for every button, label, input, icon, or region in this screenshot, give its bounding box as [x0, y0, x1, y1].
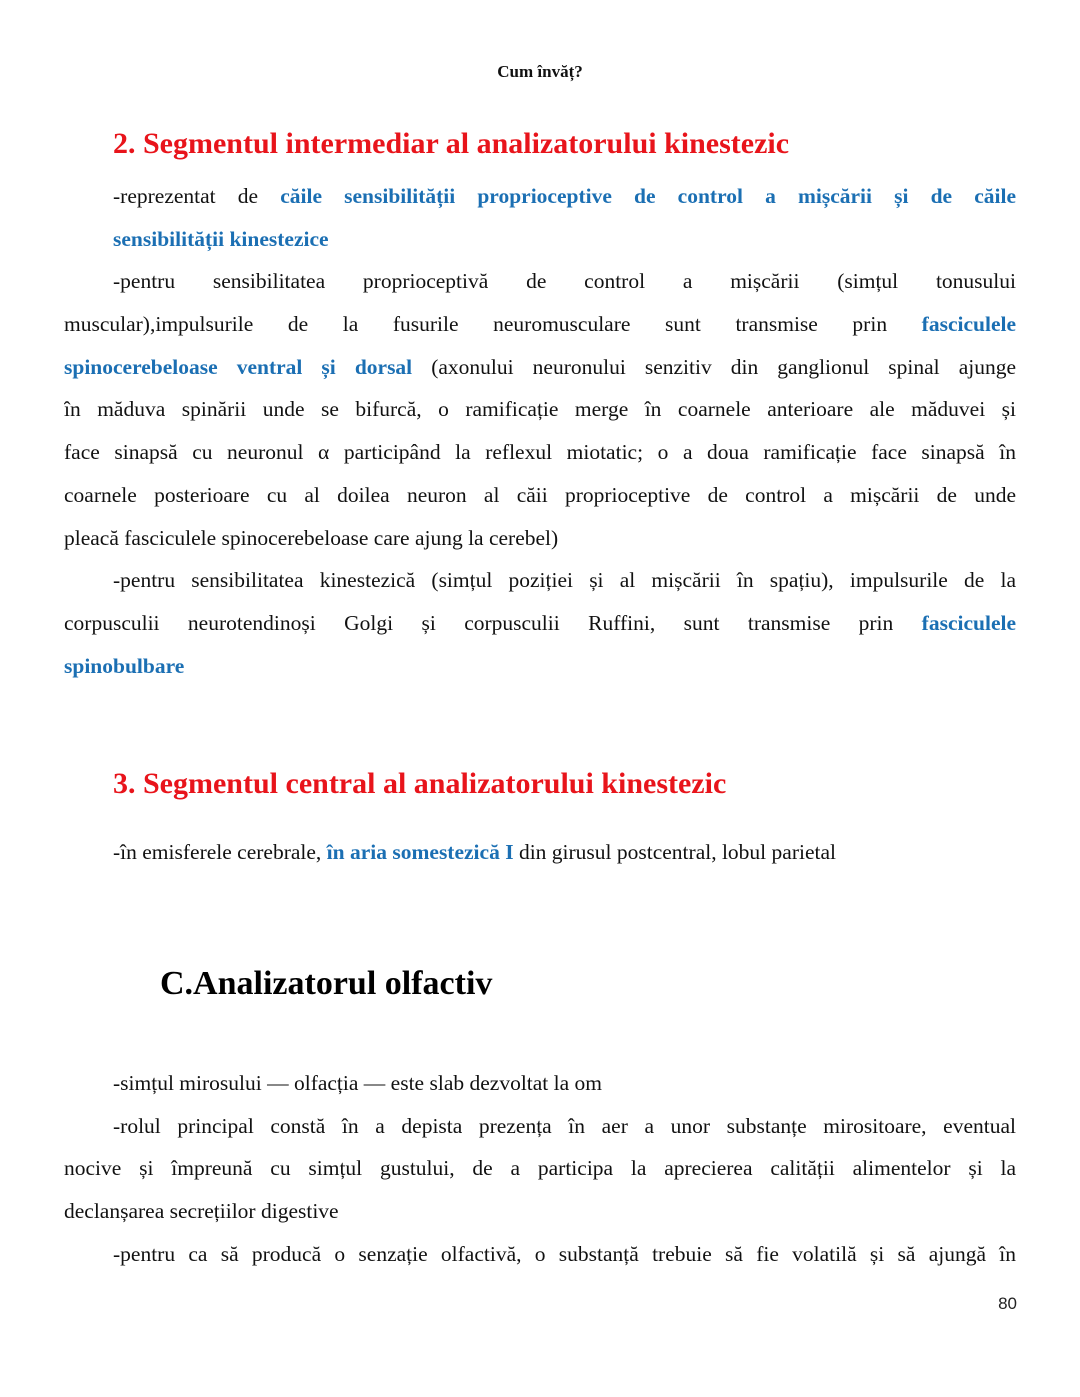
text-segment: -în emisferele cerebrale,	[113, 840, 327, 864]
text-line	[64, 175, 1016, 218]
text-line	[64, 645, 1016, 688]
paragraph-block-olfactory	[64, 1062, 1016, 1275]
text-line	[64, 1233, 1016, 1276]
highlighted-term: fasciculele	[921, 312, 1016, 337]
text-segment: din girusul postcentral, lobul parietal	[513, 840, 836, 864]
section-heading-intermediate-segment: 2. Segmentul intermediar al analizatorului kinestezic	[113, 127, 790, 160]
text-line	[64, 602, 1016, 645]
text-segment: -simțul mirosului — olfacția — este slab dezvoltat la om	[113, 1071, 603, 1095]
text-segment: (axonului neuronului senzitiv din ganglionul spinal ajunge	[412, 354, 1016, 379]
text-line	[64, 388, 1016, 431]
text-segment: în măduva spinării unde se bifurcă, o ramificație merge în coarnele anterioare ale măduvei și	[64, 397, 1016, 422]
text-line	[64, 1105, 1016, 1148]
page-number: 80	[998, 1294, 1017, 1313]
paragraph-block-central	[64, 831, 1016, 874]
text-line	[64, 1147, 1016, 1190]
text-segment: -pentru sensibilitatea kinestezică (simțul poziției și al mișcării în spațiu), impulsurile de la	[113, 568, 1016, 593]
text-line	[64, 474, 1016, 517]
paragraph-block-intermediate	[64, 175, 1016, 687]
highlighted-term: în aria somestezică I	[326, 840, 514, 864]
text-segment: coarnele posterioare cu al doilea neuron al căii proprioceptive de control a mișcării de unde	[64, 482, 1016, 507]
text-segment: -pentru ca să producă o senzație olfactivă, o substanță trebuie să fie volatilă și să ajungă în	[113, 1241, 1016, 1266]
text-segment: pleacă fasciculele spinocerebeloase care ajung la cerebel)	[64, 525, 559, 550]
text-line	[64, 1190, 1016, 1233]
running-header: Cum învăț?	[497, 62, 583, 81]
text-segment: declanșarea secrețiilor digestive	[64, 1199, 339, 1224]
text-line	[64, 1062, 1016, 1105]
text-line	[64, 431, 1016, 474]
highlighted-term: căile sensibilității proprioceptive de control a mișcării și de căile	[280, 184, 1016, 208]
text-segment: -rolul principal constă în a depista prezența în aer a unor substanțe mirositoare, eventual	[113, 1113, 1016, 1138]
text-segment: nocive și împreună cu simțul gustului, de a participa la aprecierea calității alimentelor și la	[64, 1156, 1016, 1181]
highlighted-term: spinobulbare	[64, 653, 185, 678]
text-line	[64, 517, 1016, 560]
highlighted-term: fasciculele	[921, 610, 1016, 635]
text-line	[64, 303, 1016, 346]
text-line	[64, 831, 1016, 874]
text-segment: corpusculii neurotendinoși Golgi și corpusculii Ruffini, sunt transmise prin	[64, 610, 922, 635]
text-line	[64, 559, 1016, 602]
text-line	[64, 346, 1016, 389]
chapter-heading-olfactory: C.Analizatorul olfactiv	[160, 965, 493, 1002]
section-heading-central-segment: 3. Segmentul central al analizatorului kinestezic	[113, 767, 727, 800]
text-line	[64, 260, 1016, 303]
text-segment: muscular),impulsurile de la fusurile neuromusculare sunt transmise prin	[64, 312, 922, 337]
highlighted-term: spinocerebeloase ventral și dorsal	[64, 354, 413, 379]
text-segment: face sinapsă cu neuronul α participând la reflexul miotatic; o a doua ramificație face sinapsă în	[64, 440, 1016, 465]
highlighted-term: sensibilității kinestezice	[113, 226, 329, 251]
text-segment: -pentru sensibilitatea proprioceptivă de control a mișcării (simțul tonusului	[113, 269, 1016, 294]
text-line	[64, 218, 1016, 261]
text-segment: -reprezentat de	[113, 184, 281, 208]
